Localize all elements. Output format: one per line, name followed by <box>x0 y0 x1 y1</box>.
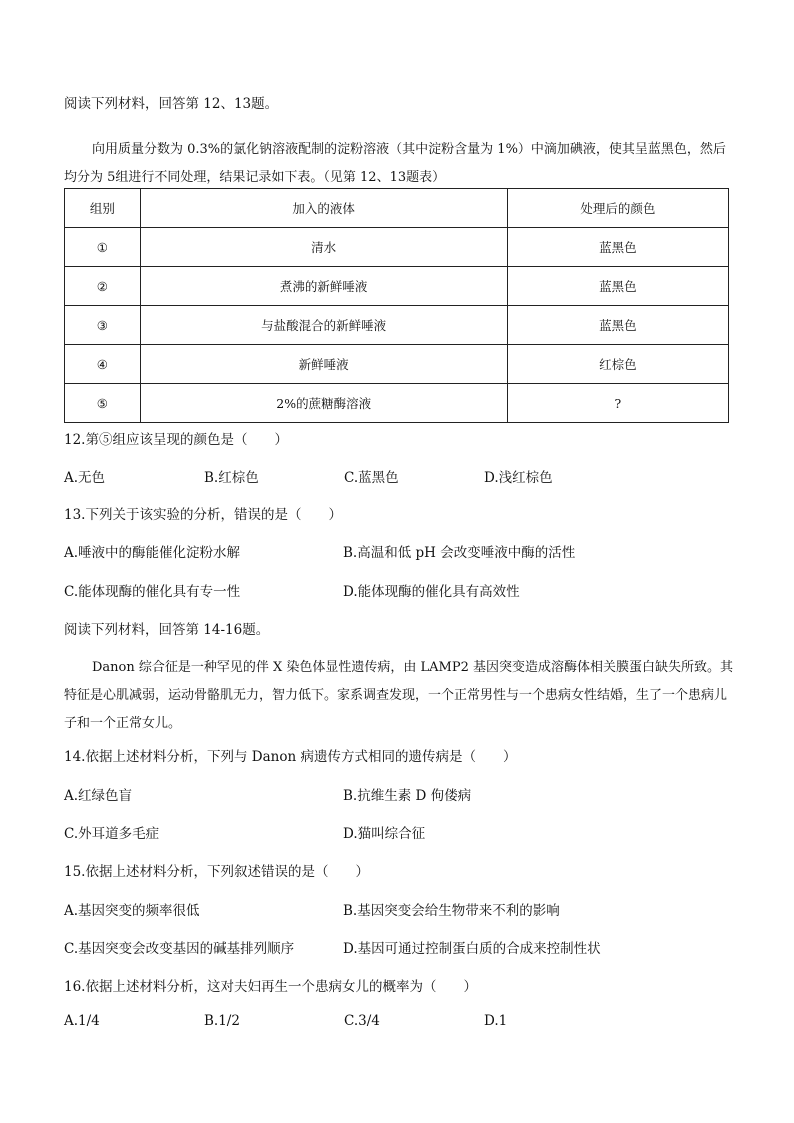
q14-option-b[interactable]: B.抗维生素 D 佝偻病 <box>343 788 472 804</box>
cell-color: ? <box>507 384 728 423</box>
q13-option-a[interactable]: A.唾液中的酶能催化淀粉水解 <box>64 545 241 561</box>
cell-group: ① <box>65 228 141 267</box>
cell-group: ④ <box>65 345 141 384</box>
intro-14-16: 阅读下列材料，回答第 14-16题。 <box>64 622 270 638</box>
question-12-stem: 12.第⑤组应该呈现的颜色是（ ） <box>64 432 288 448</box>
q16-option-b[interactable]: B.1/2 <box>204 1013 240 1029</box>
q12-option-d[interactable]: D.浅红棕色 <box>484 470 553 486</box>
header-color: 处理后的颜色 <box>507 189 728 228</box>
cell-color: 蓝黑色 <box>507 228 728 267</box>
q12-option-b[interactable]: B.红棕色 <box>204 470 259 486</box>
cell-liquid: 2%的蔗糖酶溶液 <box>140 384 507 423</box>
table-row <box>65 306 729 345</box>
table-row <box>65 228 729 267</box>
header-group: 组别 <box>65 189 141 228</box>
table-row <box>65 267 729 306</box>
table-header-row <box>65 189 729 228</box>
material-danon: Danon 综合征是一种罕见的伴 X 染色体显性遗传病，由 LAMP2 基因突变造成溶酶体相关膜蛋白缺失所致。其特征是心肌减弱，运动骨骼肌无力，智力低下。家系调查发现，一个正常男性与一个患病女性结婚，生了一个患病儿子和一个正常女儿。 <box>64 660 734 731</box>
experiment-table <box>64 188 729 423</box>
cell-liquid: 与盐酸混合的新鲜唾液 <box>140 306 507 345</box>
intro-12-13: 阅读下列材料，回答第 12、13题。 <box>64 96 279 112</box>
cell-color: 红棕色 <box>507 345 728 384</box>
cell-color: 蓝黑色 <box>507 306 728 345</box>
cell-liquid: 煮沸的新鲜唾液 <box>140 267 507 306</box>
q13-option-d[interactable]: D.能体现酶的催化具有高效性 <box>343 584 520 600</box>
question-13-stem: 13.下列关于该实验的分析，错误的是（ ） <box>64 507 342 523</box>
question-14-stem: 14.依据上述材料分析，下列与 Danon 病遗传方式相同的遗传病是（ ） <box>64 749 517 765</box>
question-15-stem: 15.依据上述材料分析，下列叙述错误的是（ ） <box>64 864 369 880</box>
q13-option-b[interactable]: B.高温和低 pH 会改变唾液中酶的活性 <box>343 545 576 561</box>
cell-group: ② <box>65 267 141 306</box>
q12-option-c[interactable]: C.蓝黑色 <box>344 470 399 486</box>
q16-option-c[interactable]: C.3/4 <box>344 1013 380 1029</box>
cell-color: 蓝黑色 <box>507 267 728 306</box>
q13-option-c[interactable]: C.能体现酶的催化具有专一性 <box>64 584 241 600</box>
header-liquid: 加入的液体 <box>140 189 507 228</box>
q16-option-a[interactable]: A.1/4 <box>64 1013 100 1029</box>
question-16-stem: 16.依据上述材料分析，这对夫妇再生一个患病女儿的概率为（ ） <box>64 979 477 995</box>
q12-option-a[interactable]: A.无色 <box>64 470 106 486</box>
q15-option-b[interactable]: B.基因突变会给生物带来不利的影响 <box>343 903 560 919</box>
cell-liquid: 新鲜唾液 <box>140 345 507 384</box>
q14-option-a[interactable]: A.红绿色盲 <box>64 788 133 804</box>
table-row <box>65 384 729 423</box>
q15-option-c[interactable]: C.基因突变会改变基因的碱基排列顺序 <box>64 941 295 957</box>
cell-liquid: 清水 <box>140 228 507 267</box>
table-row <box>65 345 729 384</box>
q14-option-d[interactable]: D.猫叫综合征 <box>343 826 426 842</box>
cell-group: ⑤ <box>65 384 141 423</box>
cell-group: ③ <box>65 306 141 345</box>
q14-option-c[interactable]: C.外耳道多毛症 <box>64 826 160 842</box>
q15-option-d[interactable]: D.基因可通过控制蛋白质的合成来控制性状 <box>343 941 601 957</box>
material-starch-experiment: 向用质量分数为 0.3%的氯化钠溶液配制的淀粉溶液（其中淀粉含量为 1%）中滴加碘液，使其呈蓝黑色，然后均分为 5组进行不同处理，结果记录如下表。（见第 12、13题表） <box>64 142 726 185</box>
q15-option-a[interactable]: A.基因突变的频率很低 <box>64 903 200 919</box>
q16-option-d[interactable]: D.1 <box>484 1013 508 1029</box>
